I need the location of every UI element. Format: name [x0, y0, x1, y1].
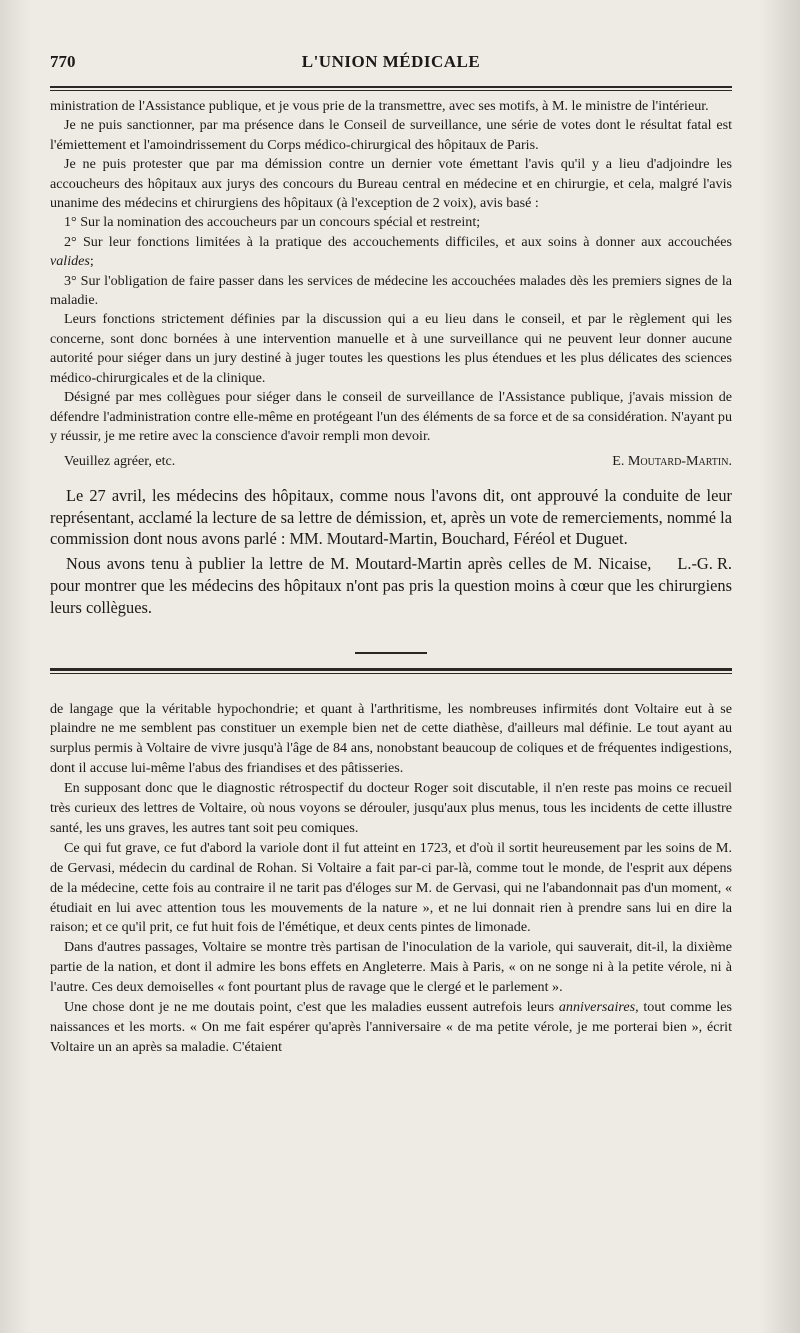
editorial-report	[50, 485, 732, 619]
letter-closing: Veuillez agréer, etc.	[64, 453, 176, 470]
feuilleton-paragraph	[50, 998, 732, 1058]
report-paragraph	[50, 553, 732, 618]
letter-paragraph: Leurs fonctions strictement définies par la discussion qui a eu lieu dans le conseil, et par le règlement qui les concerne, sont donc bornées à une intervention manuelle et à une surveillance qui ne peuvent leur donner aucune autorité pour siéger dans un jury destiné à juger toutes les questions les plus étendues et les plus délicates des sciences médico-chirurgicales et de la clinique.	[50, 311, 732, 386]
feuilleton-emphasis: anniversaires	[558, 999, 636, 1016]
feuilleton-paragraph: Dans d'autres passages, Voltaire se montre très partisan de l'inoculation de la variole, qui sauverait, dit-il, la dixième partie de la nation, et dont il admire les bons effets en Angleterre. Mais à Paris, « on ne songe ni à la petite vérole, ni à l'autre. Ces deux demoiselles « font pourtant plus de ravage que le clergé et le parlement ».	[50, 939, 732, 996]
section-divider	[355, 652, 427, 654]
letter-list-text: 2° Sur leur fonctions limitées à la pratique des accouchements difficiles, et aux soins à donner aux accouchées	[64, 233, 732, 250]
letter-paragraph: Désigné par mes collègues pour siéger dans le conseil de surveillance de l'Assistance publique, j'avais mission de défendre l'administration contre elle-même en protégeant l'un des éléments de sa force et de sa considération. N'ayant pu y réussir, je me retire avec la conscience d'avoir rempli mon devoir.	[50, 389, 732, 444]
letter-paragraph: Je ne puis protester que par ma démission contre un dernier vote émettant l'avis qu'il y a lieu d'adjoindre les accoucheurs des hôpitaux aux jurys des concours du Bureau central en médecine et en chirurgie, et cela, malgré l'avis unanime des médecins et chirurgiens des hôpitaux (à l'exception de 2 voix), avis basé :	[50, 156, 732, 212]
running-head	[50, 52, 732, 84]
letter-paragraph: Je ne puis sanctionner, par ma présence dans le Conseil de surveillance, une série de votes dont le résultat fatal est l'émiettement et l'amoindrissement du Corps médico-chirurgical des hôpitaux de Paris.	[50, 117, 732, 153]
feuilleton-text-end: , tout comme les naissances et les morts. « On me fait espérer qu'après l'anniversaire « de ma petite vérole, je me porterai bien », écrit Voltaire un an après sa maladie. C'étaient	[50, 999, 732, 1055]
letter-signature: E. Moutard-Martin.	[612, 453, 732, 470]
letter-signoff	[50, 452, 732, 471]
letter-list-text-end: ;	[89, 253, 94, 270]
letter-list-item	[50, 233, 732, 272]
journal-title: L'UNION MÉDICALE	[301, 52, 481, 71]
page-number: 770	[50, 52, 76, 71]
report-paragraph: Le 27 avril, les médecins des hôpitaux, comme nous l'avons dit, ont approuvé la conduite de leur représentant, acclamé la lecture de sa lettre de démission, et, après un vote de remerciements, nommé la commission dont nous avons parlé : MM. Moutard-Martin, Bouchard, Féréol et Duguet.	[50, 485, 732, 549]
resignation-letter	[50, 97, 732, 472]
header-rule	[50, 86, 732, 91]
feuilleton-paragraph: En supposant donc que le diagnostic rétrospectif du docteur Roger soit discutable, il n'en reste pas moins ce recueil très curieux des lettres de Voltaire, où nous voyons se dérouler, jusqu'aux plus menus, tous les incidents de cette illustre santé, les uns graves, les autres tant soit peu comiques.	[50, 780, 732, 836]
feuilleton	[50, 700, 732, 1058]
feuilleton-paragraph: Ce qui fut grave, ce fut d'abord la variole dont il fut atteint en 1723, et d'où il sortit heureusement par les soins de M. de Gervasi, médecin du cardinal de Rohan. Si Voltaire a fait par-ci par-là, comme tout le monde, de l'esprit aux dépens de la médecine, cette fois au contraire il ne tarit pas d'éloges sur M. de Gervasi, qui ne l'abandonnait pas d'un moment, « étudiait en lui avec attention tous les mouvements de la nature », et ne lui donnait rien à prendre sans lui en dire la raison; et ce qu'il prit, ce fut huit fois de l'émétique, et deux cents pintes de limonade.	[50, 839, 732, 936]
letter-paragraph: ministration de l'Assistance publique, et je vous prie de la transmettre, avec ses motifs, à M. le ministre de l'intérieur.	[50, 98, 709, 114]
letter-list-item: 3° Sur l'obligation de faire passer dans les services de médecine les accouchées malades dès les premiers signes de la maladie.	[50, 272, 732, 309]
letter-list-item: 1° Sur la nomination des accoucheurs par un concours spécial et restreint;	[64, 214, 481, 231]
feuilleton-text: Une chose dont je ne me doutais point, c'est que les maladies eussent autrefois leurs	[64, 999, 559, 1016]
feuilleton-paragraph: de langage que la véritable hypochondrie; et quant à l'arthritisme, les nombreuses infirmités dont Voltaire eut à se plaindre ne me semblent pas constituer un exemple bien net de cette diathèse, d'ailleurs mal définie. Le tout ayant au surplus permis à Voltaire de vivre jusqu'à l'âge de 84 ans, nonobstant beaucoup de coliques et de fréquentes indigestions, dont il accuse lui-même l'abus des friandises et des pâtisseries.	[50, 700, 732, 777]
feuilleton-rule	[50, 668, 732, 674]
report-initials: L.-G. R.	[677, 554, 732, 574]
report-paragraph-text: Nous avons tenu à publier la lettre de M. Moutard-Martin après celles de M. Nicaise, pour montrer que les médecins des hôpitaux n'ont pas pris la question moins à cœur que les chirurgiens leurs collègues.	[50, 554, 732, 617]
letter-list-emphasis: valides	[50, 253, 90, 270]
